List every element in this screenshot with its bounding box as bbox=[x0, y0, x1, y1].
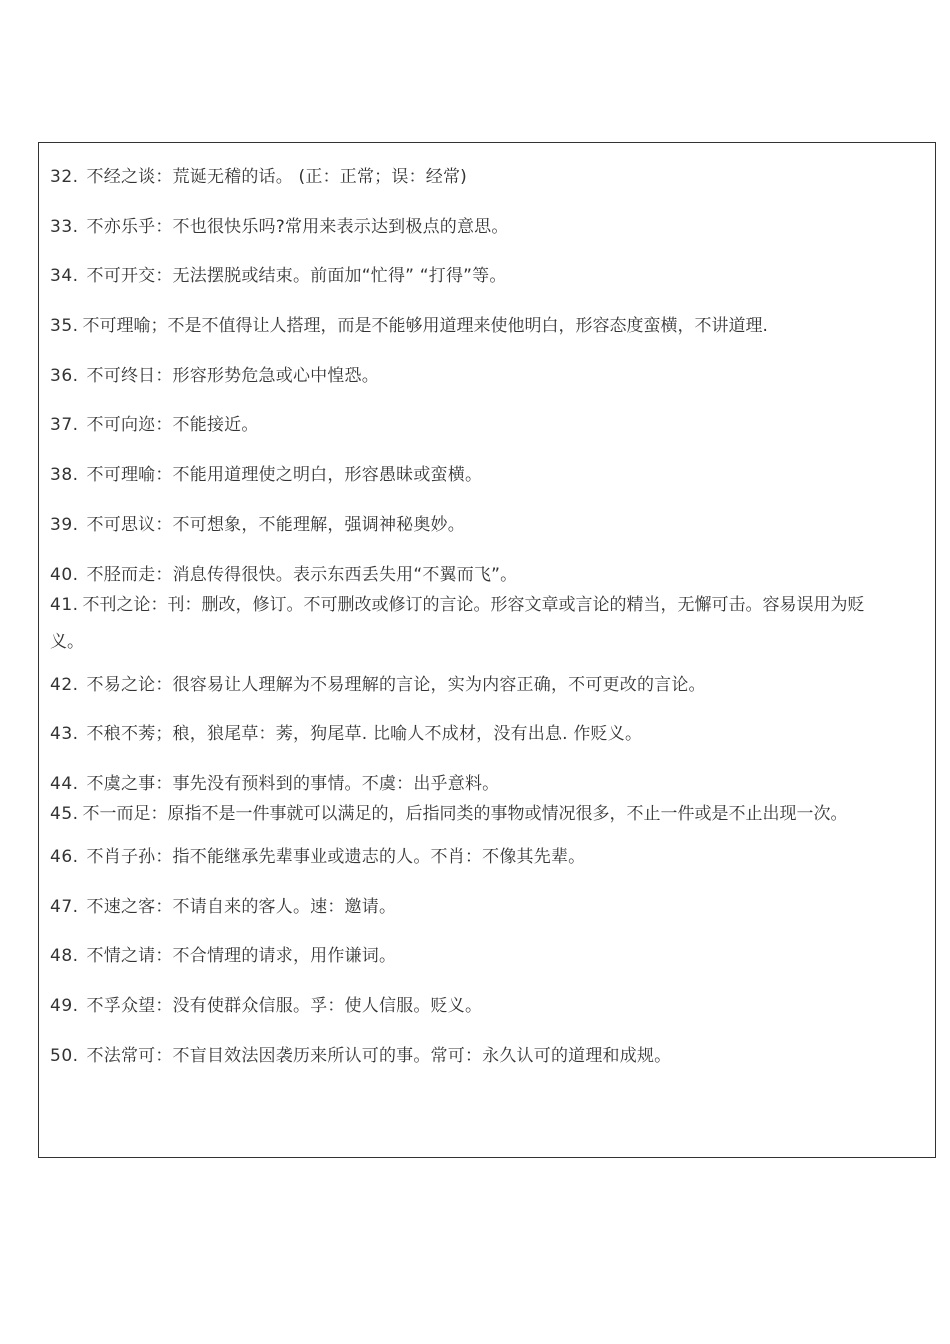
item-text: 不易之论：很容易让人理解为不易理解的言论，实为内容正确，不可更改的言论。 bbox=[86, 674, 706, 695]
list-item bbox=[50, 1044, 870, 1068]
list-item bbox=[50, 314, 870, 338]
item-text: 不可向迩：不能接近。 bbox=[86, 415, 259, 436]
item-number: 48. bbox=[50, 946, 79, 967]
item-text: 不一而足：原指不是一件事就可以满足的，后指同类的事物或情况很多，不止一件或是不止出现一次。 bbox=[82, 803, 848, 824]
item-text: 不情之请：不合情理的请求，用作谦词。 bbox=[86, 946, 397, 967]
item-number: 41. bbox=[50, 594, 79, 615]
item-number: 43. bbox=[50, 724, 79, 745]
item-text: 不速之客：不请自来的客人。速：邀请。 bbox=[86, 896, 397, 917]
list-item bbox=[50, 364, 870, 388]
item-number: 49. bbox=[50, 995, 79, 1016]
item-text: 不可理喻；不是不值得让人搭理，而是不能够用道理来使他明白，形容态度蛮横，不讲道理. bbox=[82, 316, 768, 337]
list-item bbox=[50, 463, 870, 487]
item-text: 不孚众望：没有使群众信服。孚：使人信服。贬义。 bbox=[86, 995, 483, 1016]
item-text: 不法常可：不盲目效法因袭历来所认可的事。常可：永久认可的道理和成规。 bbox=[86, 1045, 672, 1066]
item-number: 37. bbox=[50, 415, 79, 436]
item-text: 不虞之事：事先没有预料到的事情。不虞：出乎意料。 bbox=[86, 773, 500, 794]
list-item bbox=[50, 944, 870, 968]
list-item bbox=[50, 845, 870, 869]
item-number: 44. bbox=[50, 773, 79, 794]
item-text: 不稂不莠；稂，狼尾草：莠，狗尾草. 比喻人不成材，没有出息. 作贬义。 bbox=[86, 724, 643, 745]
list-item bbox=[50, 895, 870, 919]
item-number: 34. bbox=[50, 266, 79, 287]
item-number: 42. bbox=[50, 674, 79, 695]
item-number: 39. bbox=[50, 514, 79, 535]
item-text: 不刊之论：刊：删改，修订。不可删改或修订的言论。形容文章或言论的精当，无懈可击。容易误用为贬义。 bbox=[50, 594, 865, 652]
item-text: 不肖子孙：指不能继承先辈事业或遗志的人。不肖：不像其先辈。 bbox=[86, 846, 586, 867]
item-text: 不亦乐乎：不也很快乐吗?常用来表示达到极点的意思。 bbox=[86, 216, 509, 237]
item-number: 36. bbox=[50, 365, 79, 386]
list-item bbox=[50, 165, 870, 189]
list-item bbox=[50, 796, 870, 833]
list-item bbox=[50, 994, 870, 1018]
list-item bbox=[50, 513, 870, 537]
list-item bbox=[50, 587, 870, 661]
list-item bbox=[50, 215, 870, 239]
idiom-list bbox=[50, 165, 870, 1093]
item-number: 40. bbox=[50, 564, 79, 585]
item-number: 45. bbox=[50, 803, 79, 824]
item-text: 不经之谈：荒诞无稽的话。 (正：正常；误：经常) bbox=[86, 167, 468, 187]
list-item bbox=[50, 772, 870, 796]
item-number: 35. bbox=[50, 316, 79, 337]
item-number: 47. bbox=[50, 896, 79, 917]
item-text: 不可终日：形容形势危急或心中惶恐。 bbox=[86, 365, 379, 386]
list-item bbox=[50, 563, 870, 587]
item-text: 不胫而走：消息传得很快。表示东西丢失用“不翼而飞”。 bbox=[86, 564, 518, 585]
list-item bbox=[50, 673, 870, 697]
list-item bbox=[50, 264, 870, 288]
item-text: 不可思议：不可想象，不能理解，强调神秘奥妙。 bbox=[86, 514, 465, 535]
item-number: 33. bbox=[50, 216, 79, 237]
list-item bbox=[50, 722, 870, 746]
content-box bbox=[38, 142, 936, 1158]
item-number: 46. bbox=[50, 846, 79, 867]
list-item bbox=[50, 413, 870, 437]
item-number: 32. bbox=[50, 167, 79, 187]
item-text: 不可理喻：不能用道理使之明白，形容愚昧或蛮横。 bbox=[86, 465, 483, 486]
item-number: 38. bbox=[50, 465, 79, 486]
item-number: 50. bbox=[50, 1045, 79, 1066]
item-text: 不可开交：无法摆脱或结束。前面加“忙得” “打得”等。 bbox=[86, 266, 507, 287]
